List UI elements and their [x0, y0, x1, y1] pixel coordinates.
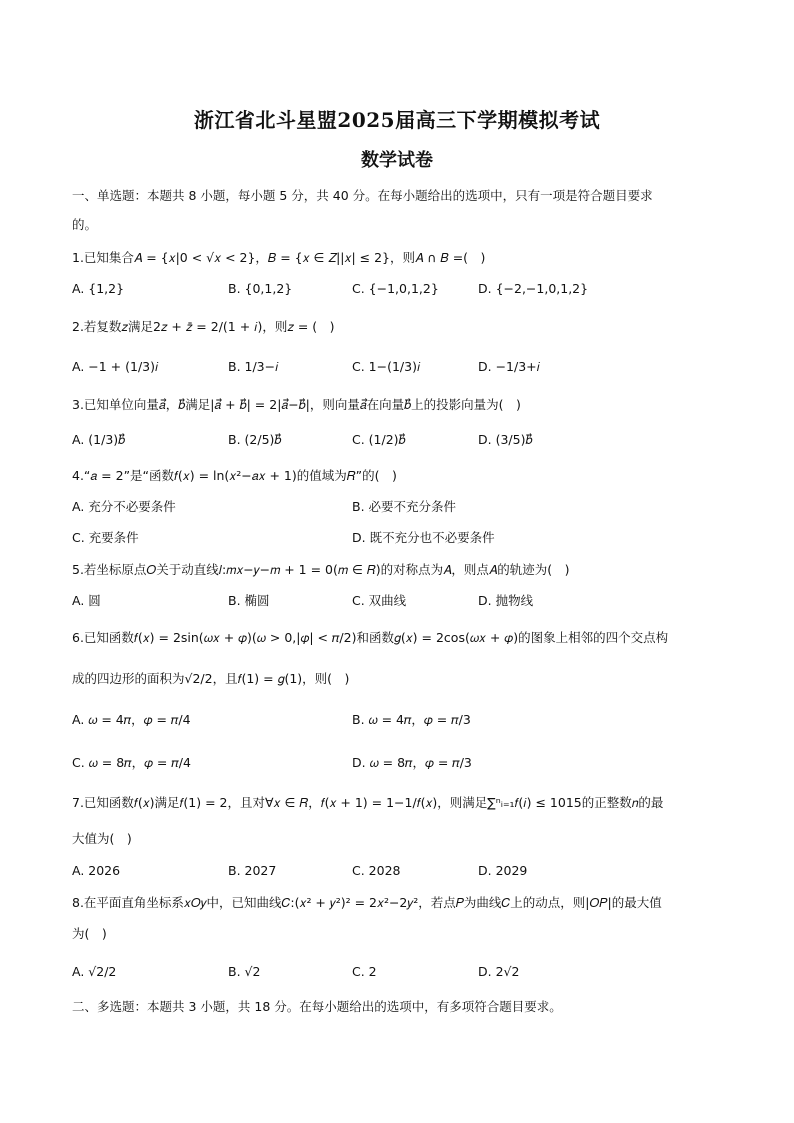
question-8-stem-line2: 为( ) — [72, 926, 107, 941]
question-3-option-c: C. (1/2)𝑏⃗ — [352, 432, 406, 447]
question-2-stem: 2.若复数𝑧满足2𝑧 + 𝑧̄ = 2/(1 + 𝑖)，则𝑧 = ( ) — [72, 319, 335, 334]
question-8-option-c: C. 2 — [352, 964, 377, 979]
question-2-option-c: C. 1−(1/3)𝑖 — [352, 359, 421, 374]
question-7-option-c: C. 2028 — [352, 863, 401, 878]
question-5-option-b: B. 椭圆 — [228, 593, 270, 608]
question-5-stem: 5.若坐标原点𝑂关于动直线𝑙:𝑚𝑥−𝑦−𝑚 + 1 = 0(𝑚 ∈ 𝑅)的对称点为𝐴，则点𝐴的轨迹为( ) — [72, 562, 570, 577]
question-4-option-d: D. 既不充分也不必要条件 — [352, 530, 495, 545]
question-7-stem-line1: 7.已知函数𝑓(𝑥)满足𝑓(1) = 2，且对∀𝑥 ∈ 𝑅，𝑓(𝑥 + 1) = 1−1/𝑓(𝑥)，则满足∑ⁿᵢ₌₁𝑓(𝑖) ≤ 1015的正整数𝑛的最 — [72, 795, 664, 810]
section2-instructions: 二、多选题：本题共 3 小题，共 18 分。在每小题给出的选项中，有多项符合题目要求。 — [72, 999, 562, 1014]
question-1-stem: 1.已知集合𝐴 = {𝑥|0 < √𝑥 < 2}，𝐵 = {𝑥 ∈ 𝑍||𝑥| ≤ 2}，则𝐴 ∩ 𝐵 =( ) — [72, 250, 486, 265]
question-2-option-a: A. −1 + (1/3)𝑖 — [72, 359, 159, 374]
question-8-option-a: A. √2/2 — [72, 964, 117, 979]
question-1-option-c: C. {−1,0,1,2} — [352, 281, 439, 296]
question-8-option-d: D. 2√2 — [478, 964, 520, 979]
question-4-option-c: C. 充要条件 — [72, 530, 139, 545]
question-1-option-d: D. {−2,−1,0,1,2} — [478, 281, 589, 296]
question-7-option-d: D. 2029 — [478, 863, 528, 878]
question-7-option-b: B. 2027 — [228, 863, 277, 878]
question-5-option-c: C. 双曲线 — [352, 593, 407, 608]
question-2-option-d: D. −1/3+𝑖 — [478, 359, 540, 374]
question-3-option-a: A. (1/3)𝑏⃗ — [72, 432, 126, 447]
question-6-option-b: B. 𝜔 = 4𝜋，𝜑 = 𝜋/3 — [352, 712, 471, 727]
question-6-option-a: A. 𝜔 = 4𝜋，𝜑 = 𝜋/4 — [72, 712, 191, 727]
question-7-option-a: A. 2026 — [72, 863, 121, 878]
question-5-option-a: A. 圆 — [72, 593, 101, 608]
question-8-option-b: B. √2 — [228, 964, 261, 979]
exam-title: 浙江省北斗星盟2025届高三下学期模拟考试 — [193, 108, 601, 132]
question-3-option-d: D. (3/5)𝑏⃗ — [478, 432, 533, 447]
exam-subtitle: 数学试卷 — [361, 150, 433, 171]
question-6-stem-line2: 成的四边形的面积为√2/2，且𝑓(1) = 𝑔(1)，则( ) — [72, 671, 350, 686]
question-4-stem: 4.“𝑎 = 2”是“函数𝑓(𝑥) = ln(𝑥²−𝑎𝑥 + 1)的值域为𝑅”的( ) — [72, 468, 397, 483]
question-6-option-c: C. 𝜔 = 8𝜋，𝜑 = 𝜋/4 — [72, 755, 191, 770]
question-2-option-b: B. 1/3−𝑖 — [228, 359, 279, 374]
question-1-option-b: B. {0,1,2} — [228, 281, 293, 296]
question-8-stem-line1: 8.在平面直角坐标系𝑥𝑂𝑦中，已知曲线𝐶:(𝑥² + 𝑦²)² = 2𝑥²−2𝑦²，若点𝑃为曲线𝐶上的动点，则|𝑂𝑃|的最大值 — [72, 895, 662, 910]
question-3-option-b: B. (2/5)𝑏⃗ — [228, 432, 282, 447]
question-7-stem-line2: 大值为( ) — [72, 831, 132, 846]
question-1-option-a: A. {1,2} — [72, 281, 125, 296]
question-4-option-a: A. 充分不必要条件 — [72, 499, 176, 514]
section1-instructions-line1: 一、单选题：本题共 8 小题，每小题 5 分，共 40 分。在每小题给出的选项中，只有一项是符合题目要求 — [72, 188, 653, 203]
section1-instructions-line2: 的。 — [72, 217, 98, 232]
question-6-option-d: D. 𝜔 = 8𝜋，𝜑 = 𝜋/3 — [352, 755, 472, 770]
question-4-option-b: B. 必要不充分条件 — [352, 499, 457, 514]
question-3-stem: 3.已知单位向量𝑎⃗，𝑏⃗满足|𝑎⃗ + 𝑏⃗| = 2|𝑎⃗−𝑏⃗|，则向量𝑎⃗在向量𝑏⃗上的投影向量为( ) — [72, 397, 521, 412]
question-6-stem-line1: 6.已知函数𝑓(𝑥) = 2sin(𝜔𝑥 + 𝜑)(𝜔 > 0,|𝜑| < 𝜋/2)和函数𝑔(𝑥) = 2cos(𝜔𝑥 + 𝜑)的图象上相邻的四个交点构 — [72, 630, 669, 645]
question-5-option-d: D. 抛物线 — [478, 593, 534, 608]
